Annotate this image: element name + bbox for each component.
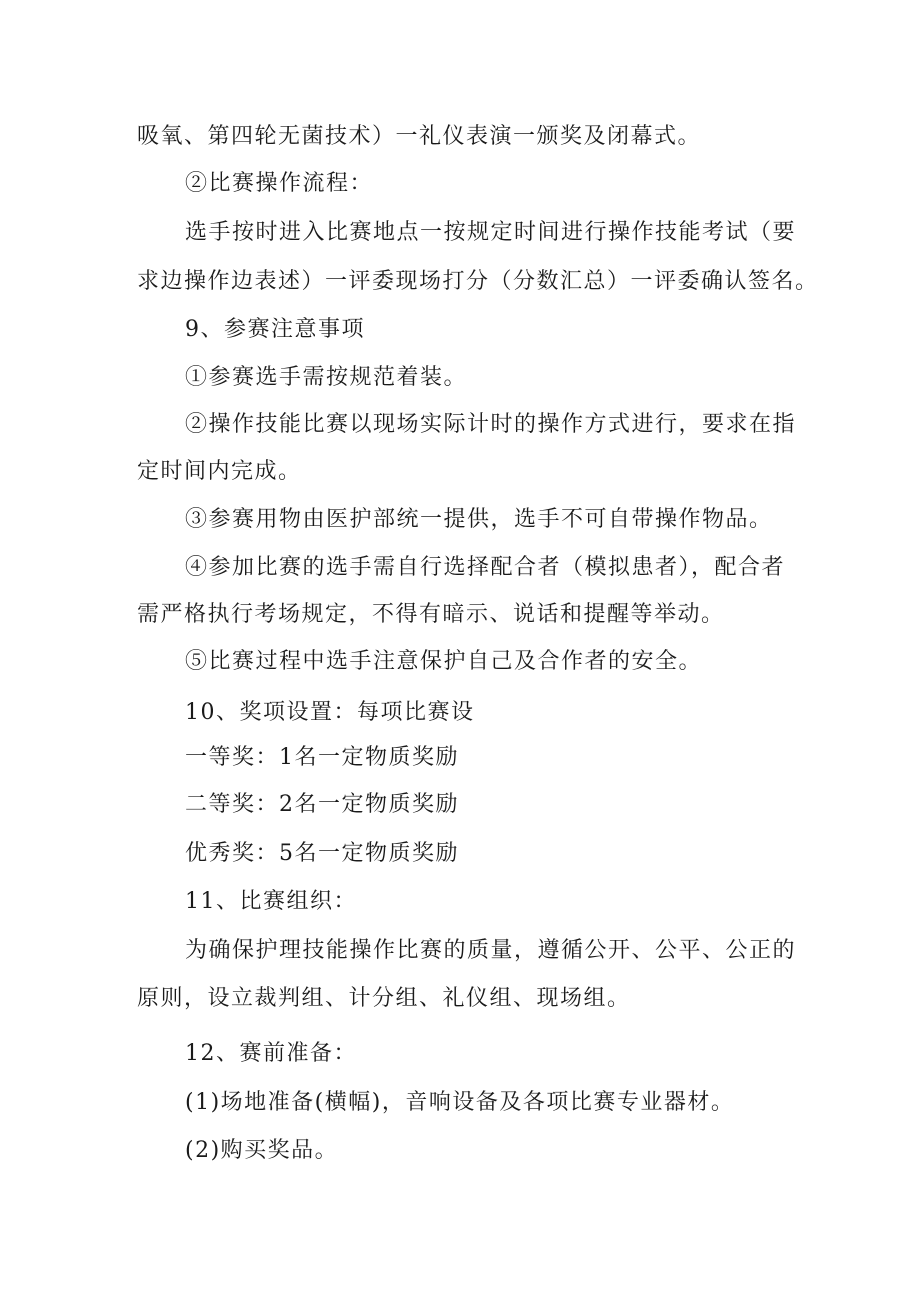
- list-item: ⑤比赛过程中选手注意保护自己及合作者的安全。: [185, 649, 703, 674]
- list-item: ①参赛选手需按规范着装。: [185, 365, 468, 390]
- section-heading: 9、参赛注意事项: [185, 317, 365, 342]
- text-line: 吸氧、第四轮无菌技术）一礼仪表演一颁奖及闭幕式。: [137, 124, 702, 149]
- section-heading: ②比赛操作流程：: [185, 171, 374, 196]
- section-heading: 11、比赛组织：: [185, 889, 357, 914]
- section-heading: 10、奖项设置：每项比赛设: [185, 700, 475, 725]
- text-line: 为确保护理技能操作比赛的质量，遵循公开、公平、公正的: [185, 938, 797, 963]
- section-heading: 12、赛前准备：: [185, 1041, 357, 1066]
- list-item: (1)场地准备(横幅)，音响设备及各项比赛专业器材。: [185, 1090, 735, 1115]
- list-item: ③参赛用物由医护部统一提供，选手不可自带操作物品。: [185, 507, 773, 532]
- text-line: 求边操作边表述）一评委现场打分（分数汇总）一评委确认签名。: [137, 269, 819, 294]
- list-item: ②操作技能比赛以现场实际计时的操作方式进行，要求在指: [185, 412, 797, 437]
- list-item: (2)购买奖品。: [185, 1138, 339, 1163]
- list-item: ④参加比赛的选手需自行选择配合者（模拟患者），配合者: [185, 555, 786, 580]
- award-item: 优秀奖：5名一定物质奖励: [185, 841, 459, 866]
- text-line: 需严格执行考场规定，不得有暗示、说话和提醒等举动。: [137, 602, 725, 627]
- award-item: 一等奖：1名一定物质奖励: [185, 745, 459, 770]
- text-line: 原则，设立裁判组、计分组、礼仪组、现场组。: [137, 986, 631, 1011]
- text-line: 定时间内完成。: [137, 459, 302, 484]
- text-line: 选手按时进入比赛地点一按规定时间进行操作技能考试（要: [185, 220, 797, 245]
- award-item: 二等奖：2名一定物质奖励: [185, 792, 459, 817]
